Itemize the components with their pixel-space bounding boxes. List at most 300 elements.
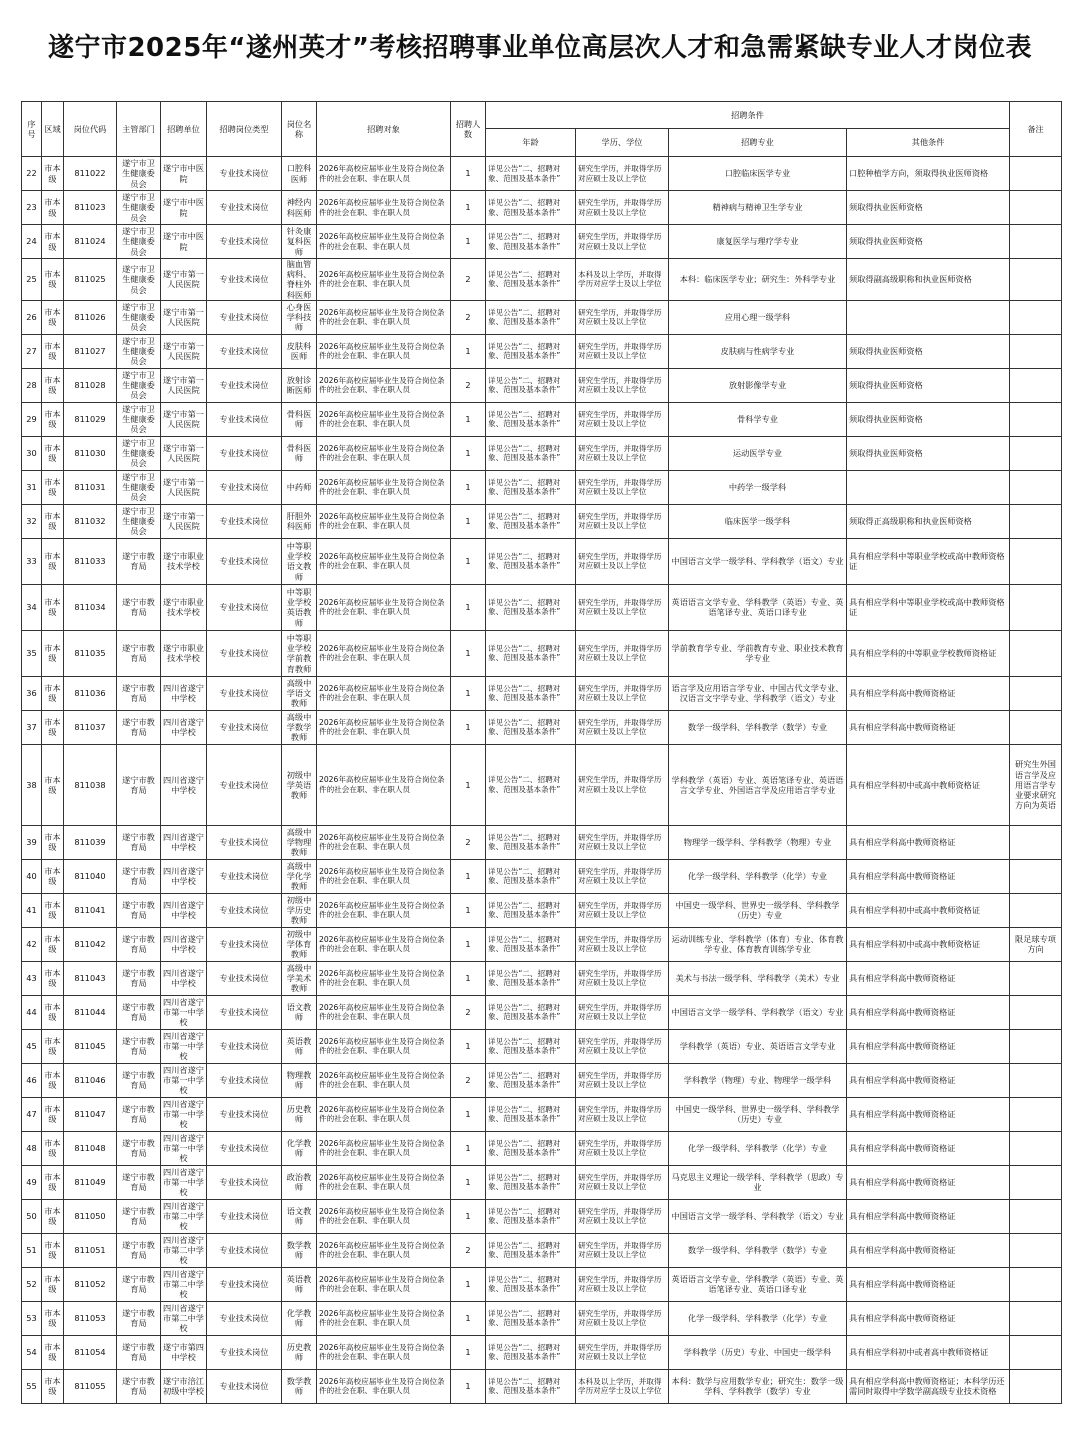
cell-dept: 遂宁市卫生健康委员会 (117, 368, 161, 402)
cell-region: 市本级 (42, 1233, 64, 1267)
table-row (22, 225, 1062, 259)
cell-other: 具有相应学科高中教师资格证 (847, 1131, 1010, 1165)
cell-other: 须取得执业医师资格 (847, 436, 1010, 470)
table-row (22, 1097, 1062, 1131)
cell-region: 市本级 (42, 1267, 64, 1301)
cell-dept: 遂宁市教育局 (117, 744, 161, 825)
cell-seq: 55 (22, 1369, 42, 1403)
cell-target: 2026年高校应届毕业生及符合岗位条件的社会在职、非在职人员 (317, 504, 451, 538)
table-row (22, 1063, 1062, 1097)
cell-count: 1 (451, 504, 486, 538)
cell-post: 初级中学体育教师 (282, 927, 317, 961)
cell-post: 皮肤科医师 (282, 334, 317, 368)
cell-code: 811025 (64, 259, 117, 301)
cell-type: 专业技术岗位 (207, 1301, 282, 1335)
cell-region: 市本级 (42, 225, 64, 259)
cell-edu: 研究生学历，并取得学历对应硕士及以上学位 (576, 300, 669, 334)
cell-dept: 遂宁市卫生健康委员会 (117, 225, 161, 259)
header-code: 岗位代码 (64, 102, 117, 157)
cell-target: 2026年高校应届毕业生及符合岗位条件的社会在职、非在职人员 (317, 1199, 451, 1233)
cell-other: 具有相应学科高中教师资格证 (847, 995, 1010, 1029)
cell-region: 市本级 (42, 402, 64, 436)
cell-target: 2026年高校应届毕业生及符合岗位条件的社会在职、非在职人员 (317, 259, 451, 301)
cell-post: 骨科医师 (282, 402, 317, 436)
cell-region: 市本级 (42, 927, 64, 961)
cell-note (1010, 825, 1062, 859)
cell-type: 专业技术岗位 (207, 1097, 282, 1131)
cell-post: 初级中学英语教师 (282, 744, 317, 825)
cell-type: 专业技术岗位 (207, 1063, 282, 1097)
cell-edu: 研究生学历，并取得学历对应硕士及以上学位 (576, 676, 669, 710)
cell-unit: 遂宁市第一人民医院 (161, 470, 207, 504)
cell-seq: 42 (22, 927, 42, 961)
cell-other: 具有相应学科高中教师资格证 (847, 1267, 1010, 1301)
cell-target: 2026年高校应届毕业生及符合岗位条件的社会在职、非在职人员 (317, 961, 451, 995)
cell-edu: 研究生学历，并取得学历对应硕士及以上学位 (576, 1335, 669, 1369)
cell-code: 811054 (64, 1335, 117, 1369)
cell-edu: 研究生学历，并取得学历对应硕士及以上学位 (576, 538, 669, 584)
position-table (21, 101, 1062, 1404)
cell-dept: 遂宁市教育局 (117, 584, 161, 630)
table-row (22, 191, 1062, 225)
cell-age: 详见公告“二、招聘对象、范围及基本条件” (486, 1267, 576, 1301)
table-row (22, 259, 1062, 301)
cell-post: 物理教师 (282, 1063, 317, 1097)
cell-age: 详见公告“二、招聘对象、范围及基本条件” (486, 893, 576, 927)
table-row (22, 710, 1062, 744)
cell-count: 1 (451, 1335, 486, 1369)
table-row (22, 744, 1062, 825)
cell-code: 811039 (64, 825, 117, 859)
cell-type: 专业技术岗位 (207, 368, 282, 402)
cell-post: 高级中学数学教师 (282, 710, 317, 744)
cell-major: 中国语言文学一级学科、学科教学（语文）专业 (669, 538, 847, 584)
header-row-1 (22, 102, 1062, 129)
cell-region: 市本级 (42, 259, 64, 301)
cell-age: 详见公告“二、招聘对象、范围及基本条件” (486, 1335, 576, 1369)
cell-age: 详见公告“二、招聘对象、范围及基本条件” (486, 1369, 576, 1403)
cell-unit: 四川省遂宁中学校 (161, 744, 207, 825)
cell-count: 1 (451, 470, 486, 504)
cell-edu: 研究生学历，并取得学历对应硕士及以上学位 (576, 504, 669, 538)
cell-dept: 遂宁市教育局 (117, 825, 161, 859)
cell-note (1010, 157, 1062, 191)
cell-region: 市本级 (42, 1131, 64, 1165)
cell-code: 811043 (64, 961, 117, 995)
cell-dept: 遂宁市卫生健康委员会 (117, 504, 161, 538)
cell-count: 1 (451, 225, 486, 259)
cell-seq: 44 (22, 995, 42, 1029)
cell-note (1010, 893, 1062, 927)
cell-count: 1 (451, 1097, 486, 1131)
cell-major: 马克思主义理论一级学科、学科教学（思政）专业 (669, 1165, 847, 1199)
table-row (22, 436, 1062, 470)
cell-target: 2026年高校应届毕业生及符合岗位条件的社会在职、非在职人员 (317, 859, 451, 893)
table-row (22, 1131, 1062, 1165)
cell-code: 811041 (64, 893, 117, 927)
cell-major: 临床医学一级学科 (669, 504, 847, 538)
table-row (22, 676, 1062, 710)
cell-age: 详见公告“二、招聘对象、范围及基本条件” (486, 961, 576, 995)
cell-code: 811027 (64, 334, 117, 368)
table-body (22, 157, 1062, 1404)
table-row (22, 402, 1062, 436)
cell-major: 康复医学与理疗学专业 (669, 225, 847, 259)
cell-type: 专业技术岗位 (207, 1199, 282, 1233)
cell-major: 中国语言文学一级学科、学科教学（语文）专业 (669, 995, 847, 1029)
cell-seq: 53 (22, 1301, 42, 1335)
cell-code: 811055 (64, 1369, 117, 1403)
cell-dept: 遂宁市教育局 (117, 995, 161, 1029)
cell-age: 详见公告“二、招聘对象、范围及基本条件” (486, 995, 576, 1029)
cell-code: 811044 (64, 995, 117, 1029)
cell-note (1010, 300, 1062, 334)
cell-target: 2026年高校应届毕业生及符合岗位条件的社会在职、非在职人员 (317, 157, 451, 191)
cell-post: 针灸康复科医师 (282, 225, 317, 259)
cell-note (1010, 961, 1062, 995)
cell-note: 限足球专项方向 (1010, 927, 1062, 961)
cell-unit: 遂宁市职业技术学校 (161, 538, 207, 584)
cell-edu: 研究生学历，并取得学历对应硕士及以上学位 (576, 1029, 669, 1063)
cell-post: 中等职业学校学前教育教师 (282, 630, 317, 676)
cell-age: 详见公告“二、招聘对象、范围及基本条件” (486, 157, 576, 191)
cell-age: 详见公告“二、招聘对象、范围及基本条件” (486, 1233, 576, 1267)
cell-major: 口腔临床医学专业 (669, 157, 847, 191)
cell-target: 2026年高校应届毕业生及符合岗位条件的社会在职、非在职人员 (317, 1301, 451, 1335)
table-row (22, 368, 1062, 402)
cell-edu: 研究生学历，并取得学历对应硕士及以上学位 (576, 710, 669, 744)
cell-region: 市本级 (42, 1165, 64, 1199)
cell-count: 1 (451, 744, 486, 825)
cell-edu: 研究生学历，并取得学历对应硕士及以上学位 (576, 995, 669, 1029)
cell-code: 811051 (64, 1233, 117, 1267)
cell-dept: 遂宁市卫生健康委员会 (117, 402, 161, 436)
cell-note (1010, 1097, 1062, 1131)
cell-count: 2 (451, 995, 486, 1029)
cell-note (1010, 504, 1062, 538)
cell-type: 专业技术岗位 (207, 436, 282, 470)
cell-seq: 43 (22, 961, 42, 995)
cell-unit: 遂宁市第一人民医院 (161, 402, 207, 436)
cell-unit: 遂宁市第一人民医院 (161, 504, 207, 538)
cell-note (1010, 191, 1062, 225)
cell-other: 须取得执业医师资格 (847, 368, 1010, 402)
cell-seq: 41 (22, 893, 42, 927)
cell-age: 详见公告“二、招聘对象、范围及基本条件” (486, 1301, 576, 1335)
cell-age: 详见公告“二、招聘对象、范围及基本条件” (486, 504, 576, 538)
cell-region: 市本级 (42, 744, 64, 825)
cell-edu: 研究生学历，并取得学历对应硕士及以上学位 (576, 225, 669, 259)
cell-region: 市本级 (42, 504, 64, 538)
cell-edu: 本科及以上学历，并取得学历对应学士及以上学位 (576, 1369, 669, 1403)
cell-note (1010, 334, 1062, 368)
cell-dept: 遂宁市教育局 (117, 538, 161, 584)
cell-region: 市本级 (42, 1301, 64, 1335)
cell-region: 市本级 (42, 1369, 64, 1403)
cell-unit: 遂宁市中医院 (161, 225, 207, 259)
cell-type: 专业技术岗位 (207, 927, 282, 961)
cell-edu: 研究生学历，并取得学历对应硕士及以上学位 (576, 1301, 669, 1335)
header-post: 岗位名称 (282, 102, 317, 157)
cell-major: 本科：临床医学专业；研究生：外科学专业 (669, 259, 847, 301)
cell-age: 详见公告“二、招聘对象、范围及基本条件” (486, 927, 576, 961)
cell-region: 市本级 (42, 1029, 64, 1063)
cell-count: 1 (451, 191, 486, 225)
cell-code: 811034 (64, 584, 117, 630)
cell-target: 2026年高校应届毕业生及符合岗位条件的社会在职、非在职人员 (317, 1029, 451, 1063)
cell-region: 市本级 (42, 470, 64, 504)
cell-region: 市本级 (42, 893, 64, 927)
cell-post: 语文教师 (282, 995, 317, 1029)
cell-major: 学科教学（英语）专业、英语语言文学专业 (669, 1029, 847, 1063)
cell-type: 专业技术岗位 (207, 825, 282, 859)
cell-age: 详见公告“二、招聘对象、范围及基本条件” (486, 402, 576, 436)
cell-major: 学科教学（英语）专业、英语笔译专业、英语语言文学专业、外国语言学及应用语言学专业 (669, 744, 847, 825)
cell-count: 1 (451, 1301, 486, 1335)
cell-post: 历史教师 (282, 1097, 317, 1131)
table-row (22, 1301, 1062, 1335)
cell-unit: 四川省遂宁中学校 (161, 961, 207, 995)
table-row (22, 1267, 1062, 1301)
cell-target: 2026年高校应届毕业生及符合岗位条件的社会在职、非在职人员 (317, 1335, 451, 1369)
cell-other: 具有相应学科高中教师资格证 (847, 1029, 1010, 1063)
cell-code: 811028 (64, 368, 117, 402)
cell-post: 数学教师 (282, 1233, 317, 1267)
table-row (22, 504, 1062, 538)
cell-target: 2026年高校应届毕业生及符合岗位条件的社会在职、非在职人员 (317, 436, 451, 470)
cell-region: 市本级 (42, 995, 64, 1029)
cell-other: 具有相应学科中等职业学校或高中教师资格证 (847, 584, 1010, 630)
cell-note (1010, 538, 1062, 584)
cell-post: 初级中学历史教师 (282, 893, 317, 927)
cell-type: 专业技术岗位 (207, 1335, 282, 1369)
cell-region: 市本级 (42, 191, 64, 225)
cell-major: 化学一级学科、学科教学（化学）专业 (669, 859, 847, 893)
cell-dept: 遂宁市教育局 (117, 1301, 161, 1335)
cell-major: 本科：数学与应用数学专业；研究生：数学一级学科、学科教学（数学）专业 (669, 1369, 847, 1403)
cell-target: 2026年高校应届毕业生及符合岗位条件的社会在职、非在职人员 (317, 470, 451, 504)
cell-major: 美术与书法一级学科、学科教学（美术）专业 (669, 961, 847, 995)
cell-dept: 遂宁市教育局 (117, 630, 161, 676)
table-row (22, 1369, 1062, 1403)
cell-type: 专业技术岗位 (207, 893, 282, 927)
cell-dept: 遂宁市卫生健康委员会 (117, 191, 161, 225)
cell-target: 2026年高校应届毕业生及符合岗位条件的社会在职、非在职人员 (317, 1267, 451, 1301)
cell-dept: 遂宁市卫生健康委员会 (117, 259, 161, 301)
cell-other: 具有相应学科中等职业学校或高中教师资格证 (847, 538, 1010, 584)
cell-other: 具有相应学科高中教师资格证 (847, 1233, 1010, 1267)
cell-code: 811024 (64, 225, 117, 259)
cell-other: 须取得执业医师资格 (847, 225, 1010, 259)
cell-target: 2026年高校应届毕业生及符合岗位条件的社会在职、非在职人员 (317, 368, 451, 402)
cell-edu: 研究生学历，并取得学历对应硕士及以上学位 (576, 1063, 669, 1097)
cell-major: 中国史一级学科、世界史一级学科、学科教学（历史）专业 (669, 893, 847, 927)
cell-unit: 遂宁市第一人民医院 (161, 334, 207, 368)
cell-type: 专业技术岗位 (207, 584, 282, 630)
cell-seq: 52 (22, 1267, 42, 1301)
cell-note (1010, 1029, 1062, 1063)
cell-target: 2026年高校应届毕业生及符合岗位条件的社会在职、非在职人员 (317, 1369, 451, 1403)
cell-seq: 27 (22, 334, 42, 368)
cell-target: 2026年高校应届毕业生及符合岗位条件的社会在职、非在职人员 (317, 538, 451, 584)
cell-count: 2 (451, 259, 486, 301)
cell-edu: 研究生学历，并取得学历对应硕士及以上学位 (576, 1097, 669, 1131)
cell-target: 2026年高校应届毕业生及符合岗位条件的社会在职、非在职人员 (317, 334, 451, 368)
cell-major: 物理学一级学科、学科教学（物理）专业 (669, 825, 847, 859)
cell-edu: 研究生学历，并取得学历对应硕士及以上学位 (576, 191, 669, 225)
cell-age: 详见公告“二、招聘对象、范围及基本条件” (486, 300, 576, 334)
header-conditions: 招聘条件 (486, 102, 1010, 129)
cell-dept: 遂宁市卫生健康委员会 (117, 157, 161, 191)
cell-seq: 46 (22, 1063, 42, 1097)
cell-post: 政治教师 (282, 1165, 317, 1199)
header-unit: 招聘单位 (161, 102, 207, 157)
cell-major: 语言学及应用语言学专业、中国古代文学专业、汉语言文字学专业、学科教学（语文）专业 (669, 676, 847, 710)
cell-edu: 本科及以上学历，并取得学历对应学士及以上学位 (576, 259, 669, 301)
cell-type: 专业技术岗位 (207, 300, 282, 334)
cell-type: 专业技术岗位 (207, 538, 282, 584)
cell-seq: 24 (22, 225, 42, 259)
cell-major: 运动医学专业 (669, 436, 847, 470)
cell-post: 中等职业学校语文教师 (282, 538, 317, 584)
cell-dept: 遂宁市教育局 (117, 961, 161, 995)
cell-major: 中国史一级学科、世界史一级学科、学科教学（历史）专业 (669, 1097, 847, 1131)
cell-count: 1 (451, 334, 486, 368)
cell-count: 1 (451, 676, 486, 710)
cell-major: 化学一级学科、学科教学（化学）专业 (669, 1301, 847, 1335)
cell-region: 市本级 (42, 157, 64, 191)
cell-age: 详见公告“二、招聘对象、范围及基本条件” (486, 436, 576, 470)
cell-major: 运动训练专业、学科教学（体育）专业、体育教学专业、体育教育训练学专业 (669, 927, 847, 961)
cell-dept: 遂宁市教育局 (117, 676, 161, 710)
cell-unit: 四川省遂宁中学校 (161, 676, 207, 710)
cell-edu: 研究生学历，并取得学历对应硕士及以上学位 (576, 961, 669, 995)
cell-edu: 研究生学历，并取得学历对应硕士及以上学位 (576, 1267, 669, 1301)
header-note: 备注 (1010, 102, 1062, 157)
cell-code: 811033 (64, 538, 117, 584)
cell-target: 2026年高校应届毕业生及符合岗位条件的社会在职、非在职人员 (317, 744, 451, 825)
cell-major: 中药学一级学科 (669, 470, 847, 504)
cell-unit: 遂宁市职业技术学校 (161, 630, 207, 676)
cell-other: 须取得执业医师资格 (847, 334, 1010, 368)
cell-note (1010, 1267, 1062, 1301)
cell-unit: 四川省遂宁市第一中学校 (161, 1131, 207, 1165)
cell-note (1010, 676, 1062, 710)
cell-count: 1 (451, 710, 486, 744)
header-region: 区域 (42, 102, 64, 157)
cell-type: 专业技术岗位 (207, 1131, 282, 1165)
cell-other: 具有相应学科高中教师资格证 (847, 676, 1010, 710)
cell-unit: 遂宁市第一人民医院 (161, 368, 207, 402)
cell-code: 811031 (64, 470, 117, 504)
cell-edu: 研究生学历，并取得学历对应硕士及以上学位 (576, 436, 669, 470)
cell-seq: 39 (22, 825, 42, 859)
cell-dept: 遂宁市教育局 (117, 1369, 161, 1403)
cell-note (1010, 1335, 1062, 1369)
cell-post: 高级中学化学教师 (282, 859, 317, 893)
cell-major: 学科教学（历史）专业、中国史一级学科 (669, 1335, 847, 1369)
cell-unit: 四川省遂宁市第一中学校 (161, 1029, 207, 1063)
cell-region: 市本级 (42, 584, 64, 630)
cell-count: 1 (451, 1131, 486, 1165)
cell-other: 须取得执业医师资格 (847, 191, 1010, 225)
cell-seq: 34 (22, 584, 42, 630)
cell-other: 具有相应学科初中或高中教师资格证 (847, 927, 1010, 961)
cell-type: 专业技术岗位 (207, 630, 282, 676)
cell-seq: 26 (22, 300, 42, 334)
cell-code: 811038 (64, 744, 117, 825)
cell-major: 精神病与精神卫生学专业 (669, 191, 847, 225)
cell-type: 专业技术岗位 (207, 259, 282, 301)
cell-type: 专业技术岗位 (207, 1029, 282, 1063)
cell-edu: 研究生学历，并取得学历对应硕士及以上学位 (576, 859, 669, 893)
cell-major: 放射影像学专业 (669, 368, 847, 402)
cell-age: 详见公告“二、招聘对象、范围及基本条件” (486, 259, 576, 301)
cell-major: 数学一级学科、学科教学（数学）专业 (669, 710, 847, 744)
cell-other: 具有相应学科初中或者高中教师资格证 (847, 1335, 1010, 1369)
header-seq: 序号 (22, 102, 42, 157)
cell-type: 专业技术岗位 (207, 334, 282, 368)
table-row (22, 470, 1062, 504)
cell-type: 专业技术岗位 (207, 470, 282, 504)
table-row (22, 995, 1062, 1029)
cell-edu: 研究生学历，并取得学历对应硕士及以上学位 (576, 157, 669, 191)
cell-target: 2026年高校应届毕业生及符合岗位条件的社会在职、非在职人员 (317, 893, 451, 927)
cell-other: 具有相应学科高中教师资格证 (847, 1301, 1010, 1335)
cell-region: 市本级 (42, 859, 64, 893)
cell-region: 市本级 (42, 1097, 64, 1131)
header-edu: 学历、学位 (576, 129, 669, 157)
cell-note (1010, 1131, 1062, 1165)
cell-count: 2 (451, 1233, 486, 1267)
cell-dept: 遂宁市卫生健康委员会 (117, 470, 161, 504)
cell-note (1010, 436, 1062, 470)
cell-post: 历史教师 (282, 1335, 317, 1369)
table-row (22, 927, 1062, 961)
cell-post: 中药师 (282, 470, 317, 504)
cell-unit: 四川省遂宁市第一中学校 (161, 1097, 207, 1131)
cell-seq: 49 (22, 1165, 42, 1199)
table-row (22, 300, 1062, 334)
table-row (22, 961, 1062, 995)
cell-post: 中等职业学校英语教师 (282, 584, 317, 630)
cell-dept: 遂宁市教育局 (117, 1199, 161, 1233)
cell-count: 1 (451, 157, 486, 191)
cell-code: 811050 (64, 1199, 117, 1233)
table-row (22, 859, 1062, 893)
cell-note (1010, 1063, 1062, 1097)
cell-post: 语文教师 (282, 1199, 317, 1233)
cell-code: 811029 (64, 402, 117, 436)
cell-age: 详见公告“二、招聘对象、范围及基本条件” (486, 630, 576, 676)
cell-region: 市本级 (42, 538, 64, 584)
cell-code: 811052 (64, 1267, 117, 1301)
cell-target: 2026年高校应届毕业生及符合岗位条件的社会在职、非在职人员 (317, 995, 451, 1029)
cell-note (1010, 584, 1062, 630)
cell-target: 2026年高校应届毕业生及符合岗位条件的社会在职、非在职人员 (317, 225, 451, 259)
cell-region: 市本级 (42, 710, 64, 744)
table-row (22, 825, 1062, 859)
cell-major: 骨科学专业 (669, 402, 847, 436)
cell-type: 专业技术岗位 (207, 744, 282, 825)
cell-note (1010, 630, 1062, 676)
cell-target: 2026年高校应届毕业生及符合岗位条件的社会在职、非在职人员 (317, 300, 451, 334)
cell-count: 1 (451, 584, 486, 630)
cell-note: 研究生外国语言学及应用语言学专业要求研究方向为英语 (1010, 744, 1062, 825)
cell-edu: 研究生学历，并取得学历对应硕士及以上学位 (576, 744, 669, 825)
cell-other: 具有相应学科初中或高中教师资格证 (847, 744, 1010, 825)
cell-code: 811046 (64, 1063, 117, 1097)
